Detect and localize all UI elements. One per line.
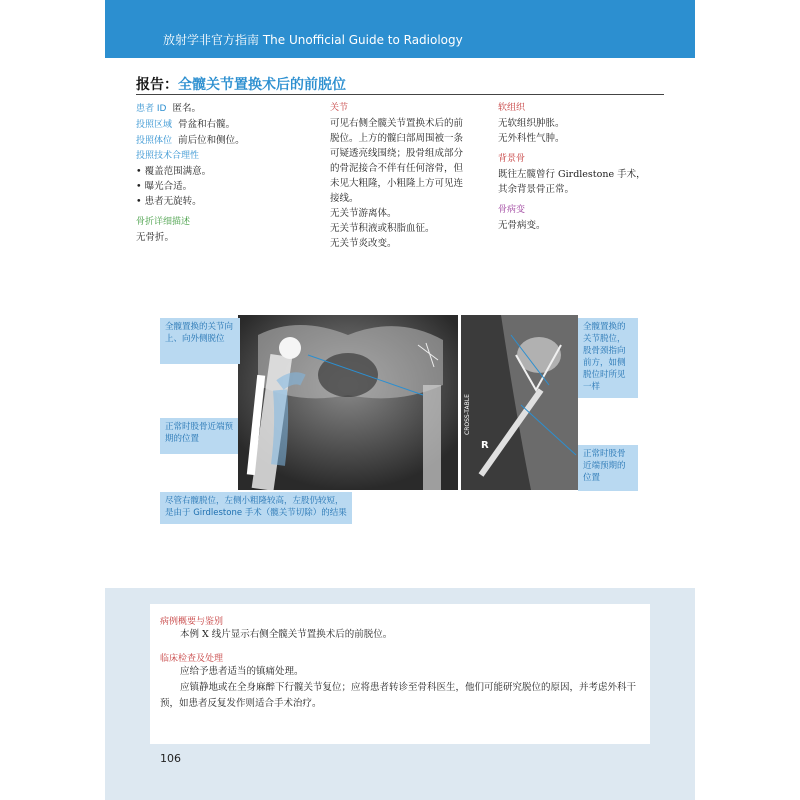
report-title xyxy=(136,74,346,94)
callout-lateral-dislocation: 全髋置换的关节脱位，股骨颈指向前方，如侧脱位时所见一样 xyxy=(578,318,638,398)
joint-line: 脱位。上方的髋臼部周围被一条 xyxy=(330,133,464,144)
page-number: 106 xyxy=(160,752,181,765)
bone-lesion-label: 骨病变 xyxy=(498,205,526,215)
soft-tissue-line: 无外科性气肿。 xyxy=(498,133,565,144)
joint-line: 无关节炎改变。 xyxy=(330,238,397,249)
region-label: 投照区域 xyxy=(136,120,173,130)
joint-line: 无关节游离体。 xyxy=(330,208,397,219)
title-prefix: 报告： xyxy=(136,77,178,93)
joint-line: 的骨泥接合不伴有任何溶骨，但 xyxy=(330,163,464,174)
page-header xyxy=(105,0,695,58)
xray-marker: R xyxy=(481,440,489,451)
patient-id-label: 患者 ID xyxy=(136,104,167,114)
callout-girdlestone: 尽管右髋脱位，左侧小粗隆较高，左股仍较短，是由于 Girdlestone 手术（髋关节切除）的结果 xyxy=(160,492,352,524)
joint-label: 关节 xyxy=(330,103,349,113)
tech-label: 投照技术合理性 xyxy=(136,151,200,161)
xray-side-label: CROSS-TABLE xyxy=(464,394,471,435)
xray-ap-pelvis xyxy=(238,315,458,490)
title-main: 全髋关节置换术后的前脱位 xyxy=(178,77,346,93)
tech-item: • 患者无旋转。 xyxy=(136,196,202,207)
soft-tissue-label: 软组织 xyxy=(498,103,526,113)
middle-column xyxy=(330,101,480,251)
callout-dislocation: 全髋置换的关节向上、向外侧脱位 xyxy=(160,318,240,364)
tech-item: • 覆盖范围满意。 xyxy=(136,166,212,177)
joint-line: 无关节积液或积脂血征。 xyxy=(330,223,435,234)
summary-text-case: 本例 X 线片显示右侧全髋关节置换术后的前脱位。 xyxy=(180,629,393,640)
summary-box xyxy=(150,604,650,744)
joint-line: 可疑透亮线围绕；股骨组成部分 xyxy=(330,148,464,159)
summary-heading-case: 病例概要与鉴别 xyxy=(160,617,224,627)
joint-line: 未见大粗隆，小粗隆上方可见连 xyxy=(330,178,464,189)
background-bone-label: 背景骨 xyxy=(498,154,526,164)
soft-tissue-line: 无软组织肿胀。 xyxy=(498,118,565,129)
fracture-label: 骨折详细描述 xyxy=(136,217,191,227)
summary-text-clinical-1: 应给予患者适当的镇痛处理。 xyxy=(180,666,304,677)
tech-item: • 曝光合适。 xyxy=(136,181,193,192)
fracture-value: 无骨折。 xyxy=(136,232,175,243)
position-label: 投照体位 xyxy=(136,136,173,146)
title-rule xyxy=(136,94,664,95)
joint-line: 接线。 xyxy=(330,193,359,204)
summary-text-clinical-2: 应镇静地或在全身麻醉下行髋关节复位；应将患者转诊至骨科医生，他们可能研究脱位的原因，并考虑外科干预，如患者反复发作则适合手术治疗。 xyxy=(160,682,637,709)
background-bone-line: 既往左髋曾行 Girdlestone 手术， xyxy=(498,169,646,180)
callout-lateral-normal-position: 正常时股骨近端预期的位置 xyxy=(578,445,638,491)
position-value: 前后位和侧位。 xyxy=(178,135,245,146)
patient-id-value: 匿名。 xyxy=(172,103,202,114)
left-column xyxy=(136,101,316,245)
callout-normal-position: 正常时股骨近端预期的位置 xyxy=(160,418,238,454)
region-value: 骨盆和右髋。 xyxy=(178,119,236,130)
bone-lesion-value: 无骨病变。 xyxy=(498,220,546,231)
xray-lateral xyxy=(461,315,578,490)
right-column xyxy=(498,101,668,233)
background-bone-line: 其余背景骨正常。 xyxy=(498,184,575,195)
header-text: 放射学非官方指南 The Unofficial Guide to Radiology xyxy=(163,33,463,47)
summary-heading-clinical: 临床检查及处理 xyxy=(160,654,224,664)
joint-line: 可见右侧全髋关节置换术后的前 xyxy=(330,118,464,129)
